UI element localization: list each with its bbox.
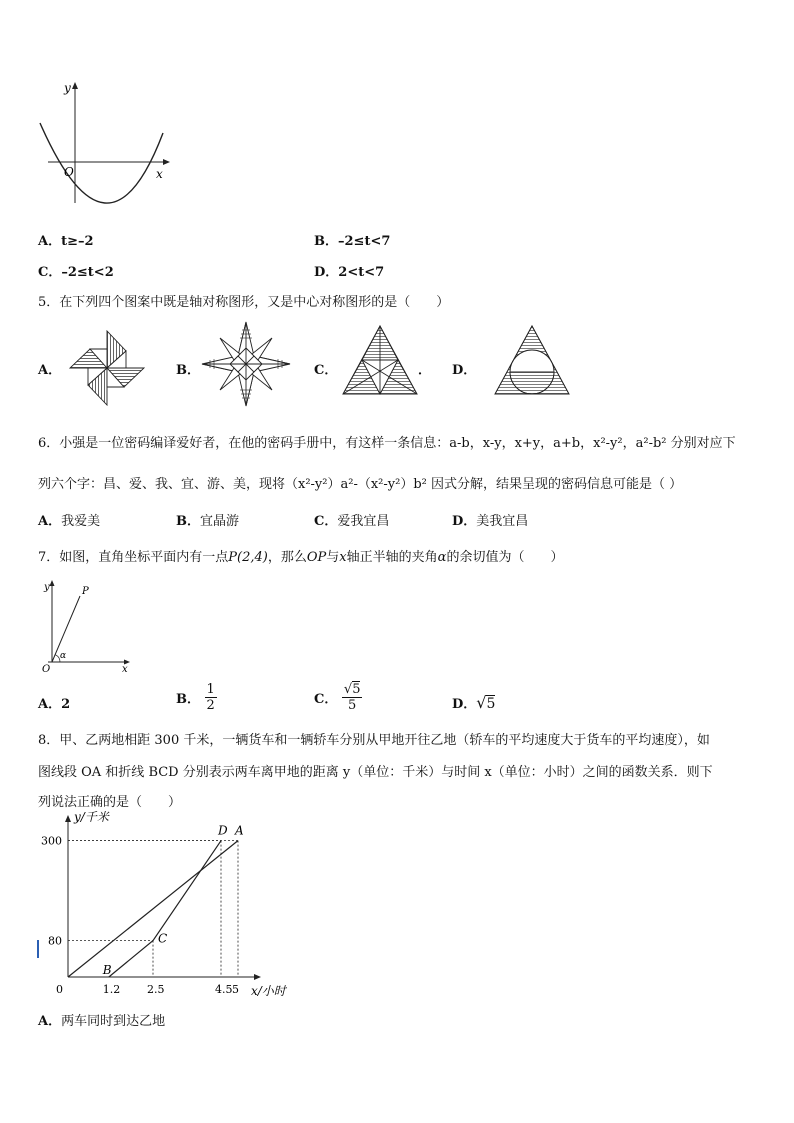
q7-point: P(2,4) <box>228 550 268 565</box>
q7-option-b-fraction <box>205 682 217 713</box>
q7-xvar: x <box>339 550 347 565</box>
series-line-oa <box>68 841 238 977</box>
q4-option-a-text: t≥–2 <box>61 234 94 249</box>
q6-option-a-text: 我爱美 <box>61 514 101 529</box>
x-axis-arrow <box>163 159 170 165</box>
q5-figure-c-triangle[interactable] <box>340 323 420 397</box>
q6-option-a-letter: A． <box>38 514 62 529</box>
q7-y-arrow <box>50 580 55 586</box>
q7-option-d[interactable] <box>452 693 495 712</box>
q7-option-c-denominator: 5 <box>348 698 357 713</box>
q5-label-c[interactable]: C． <box>314 363 338 378</box>
point-label-b: B <box>102 963 112 977</box>
q6-option-a[interactable] <box>38 510 100 529</box>
point-label-c: C <box>158 931 168 946</box>
q8-chart-x-arrow <box>254 974 261 980</box>
q8-margin-marker <box>37 940 39 958</box>
q4-option-a-letter: A． <box>38 234 62 249</box>
q5-stem: 5．在下列四个图案中既是轴对称图形，又是中心对称图形的是（ ） <box>38 295 450 310</box>
q7-option-c-numerator: √5 <box>343 682 361 697</box>
q5-figure-a-pinwheel[interactable] <box>64 327 150 409</box>
q7-stem-e: 的余切值为（ ） <box>446 550 564 565</box>
q7-option-d-letter: D． <box>452 697 477 712</box>
q5-separator-dot: ． <box>418 363 432 378</box>
q7-stem <box>38 546 563 565</box>
point-label-a: A <box>235 823 244 838</box>
parabola-x-label: x <box>156 167 163 181</box>
q4-option-d-text: 2<t<7 <box>338 265 385 280</box>
q7-option-d-radical: √5 <box>476 693 496 712</box>
q7-option-a-text: 2 <box>61 697 71 712</box>
q7-option-a[interactable] <box>38 693 70 712</box>
q7-stem-a: 7．如图，直角坐标平面内有一点 <box>38 550 229 565</box>
q5-label-b[interactable]: B． <box>176 363 200 378</box>
parabola-curve <box>40 123 163 203</box>
q6-option-b-letter: B． <box>176 514 200 529</box>
q7-angle-label: α <box>60 651 67 661</box>
q4-option-c-text: –2≤t<2 <box>61 265 114 280</box>
q7-stem-c: 与 <box>326 550 340 565</box>
point-label-d: D <box>218 823 228 838</box>
x-tick-label-2-5: 2.5 <box>147 983 165 996</box>
parabola-origin-label: O <box>64 165 74 179</box>
y-tick-label-300: 300 <box>41 834 62 848</box>
q7-option-c-fraction <box>342 682 363 713</box>
q7-stem-d: 轴正半轴的夹角 <box>346 550 438 565</box>
q4-option-c-letter: C． <box>38 265 62 280</box>
q8-stem-line2: 图线段 OA 和折线 BCD 分别表示两车离甲地的距离 y（单位：千米）与时间 x（单位：小时）之间的函数关系．则下 <box>38 765 713 780</box>
q6-option-c[interactable] <box>314 510 389 529</box>
q5-label-a[interactable]: A． <box>38 363 62 378</box>
q4-option-a[interactable] <box>38 230 94 249</box>
parabola-figure <box>30 78 180 218</box>
q4-option-b-letter: B． <box>314 234 338 249</box>
q4-option-c[interactable] <box>38 261 114 280</box>
q8-chart-y-label: y/千米 <box>74 810 109 825</box>
q7-option-c-radicand: 5 <box>352 682 361 697</box>
q6-option-c-letter: C． <box>314 514 338 529</box>
q6-option-d[interactable] <box>452 510 528 529</box>
y-axis-arrow <box>72 82 78 89</box>
q8-option-a-text: 两车同时到达乙地 <box>61 1014 166 1029</box>
q4-option-b-text: –2≤t<7 <box>338 234 391 249</box>
q5-label-d[interactable]: D． <box>452 363 477 378</box>
q7-alpha: α <box>437 550 447 565</box>
q6-option-b[interactable] <box>176 510 239 529</box>
q7-option-b-numerator: 1 <box>206 682 215 697</box>
q8-option-a[interactable] <box>38 1010 165 1029</box>
x-tick-label-5: 5 <box>232 983 239 996</box>
series-line-bcd <box>109 841 221 977</box>
q7-stem-b: ，那么 <box>267 550 307 565</box>
q4-option-d-letter: D． <box>314 265 339 280</box>
q4-option-d[interactable] <box>314 261 384 280</box>
q8-option-a-letter: A． <box>38 1014 62 1029</box>
q8-chart-y-arrow <box>65 815 71 822</box>
q4-option-b[interactable] <box>314 230 390 249</box>
q6-option-d-letter: D． <box>452 514 477 529</box>
q7-option-b[interactable] <box>176 682 217 713</box>
x-tick-label-0: 0 <box>56 983 63 996</box>
q7-option-c-letter: C． <box>314 692 338 707</box>
q8-chart-x-label: x/小时 <box>251 984 286 998</box>
q7-option-b-letter: B． <box>176 692 200 707</box>
y-tick-label-80: 80 <box>48 934 62 948</box>
parabola-y-label: y <box>64 81 71 95</box>
q6-stem-line2: 列六个字：昌、爱、我、宜、游、美，现将（x²-y²）a²-（x²-y²）b² 因式分解，结果呈现的密码信息可能是（ ） <box>38 477 683 492</box>
q7-option-b-denominator: 2 <box>206 698 215 713</box>
q8-chart <box>30 810 286 1005</box>
x-tick-label-1-2: 1.2 <box>102 983 121 996</box>
q7-p-label: P <box>82 586 89 597</box>
q7-x-label: x <box>122 664 128 675</box>
q6-stem-line1: 6．小强是一位密码编译爱好者，在他的密码手册中，有这样一条信息：a-b，x-y，x+y，a+b，x²-y²，a²-b² 分别对应下 <box>38 436 736 451</box>
x-tick-label-4-5: 4.5 <box>215 983 233 996</box>
q7-op: OP <box>306 550 327 565</box>
q8-stem-line3: 列说法正确的是（ ） <box>38 795 182 810</box>
q6-option-d-text: 美我宜昌 <box>476 514 529 529</box>
q6-option-b-text: 宜晶游 <box>200 514 240 529</box>
q7-y-label: y <box>44 582 50 593</box>
q7-option-a-letter: A． <box>38 697 62 712</box>
q7-option-c[interactable] <box>314 682 362 713</box>
q6-option-c-text: 爱我宜昌 <box>337 514 390 529</box>
q7-origin-label: O <box>42 664 51 675</box>
q8-stem-line1: 8．甲、乙两地相距 300 千米，一辆货车和一辆轿车分别从甲地开往乙地（轿车的平均速度大于货车的平均速度），如 <box>38 733 710 748</box>
q7-figure <box>36 578 136 675</box>
q5-figure-d-triangle-circle[interactable] <box>492 323 572 397</box>
q7-option-d-radicand: 5 <box>486 696 496 712</box>
q5-figure-b-compass-star[interactable] <box>200 320 292 408</box>
